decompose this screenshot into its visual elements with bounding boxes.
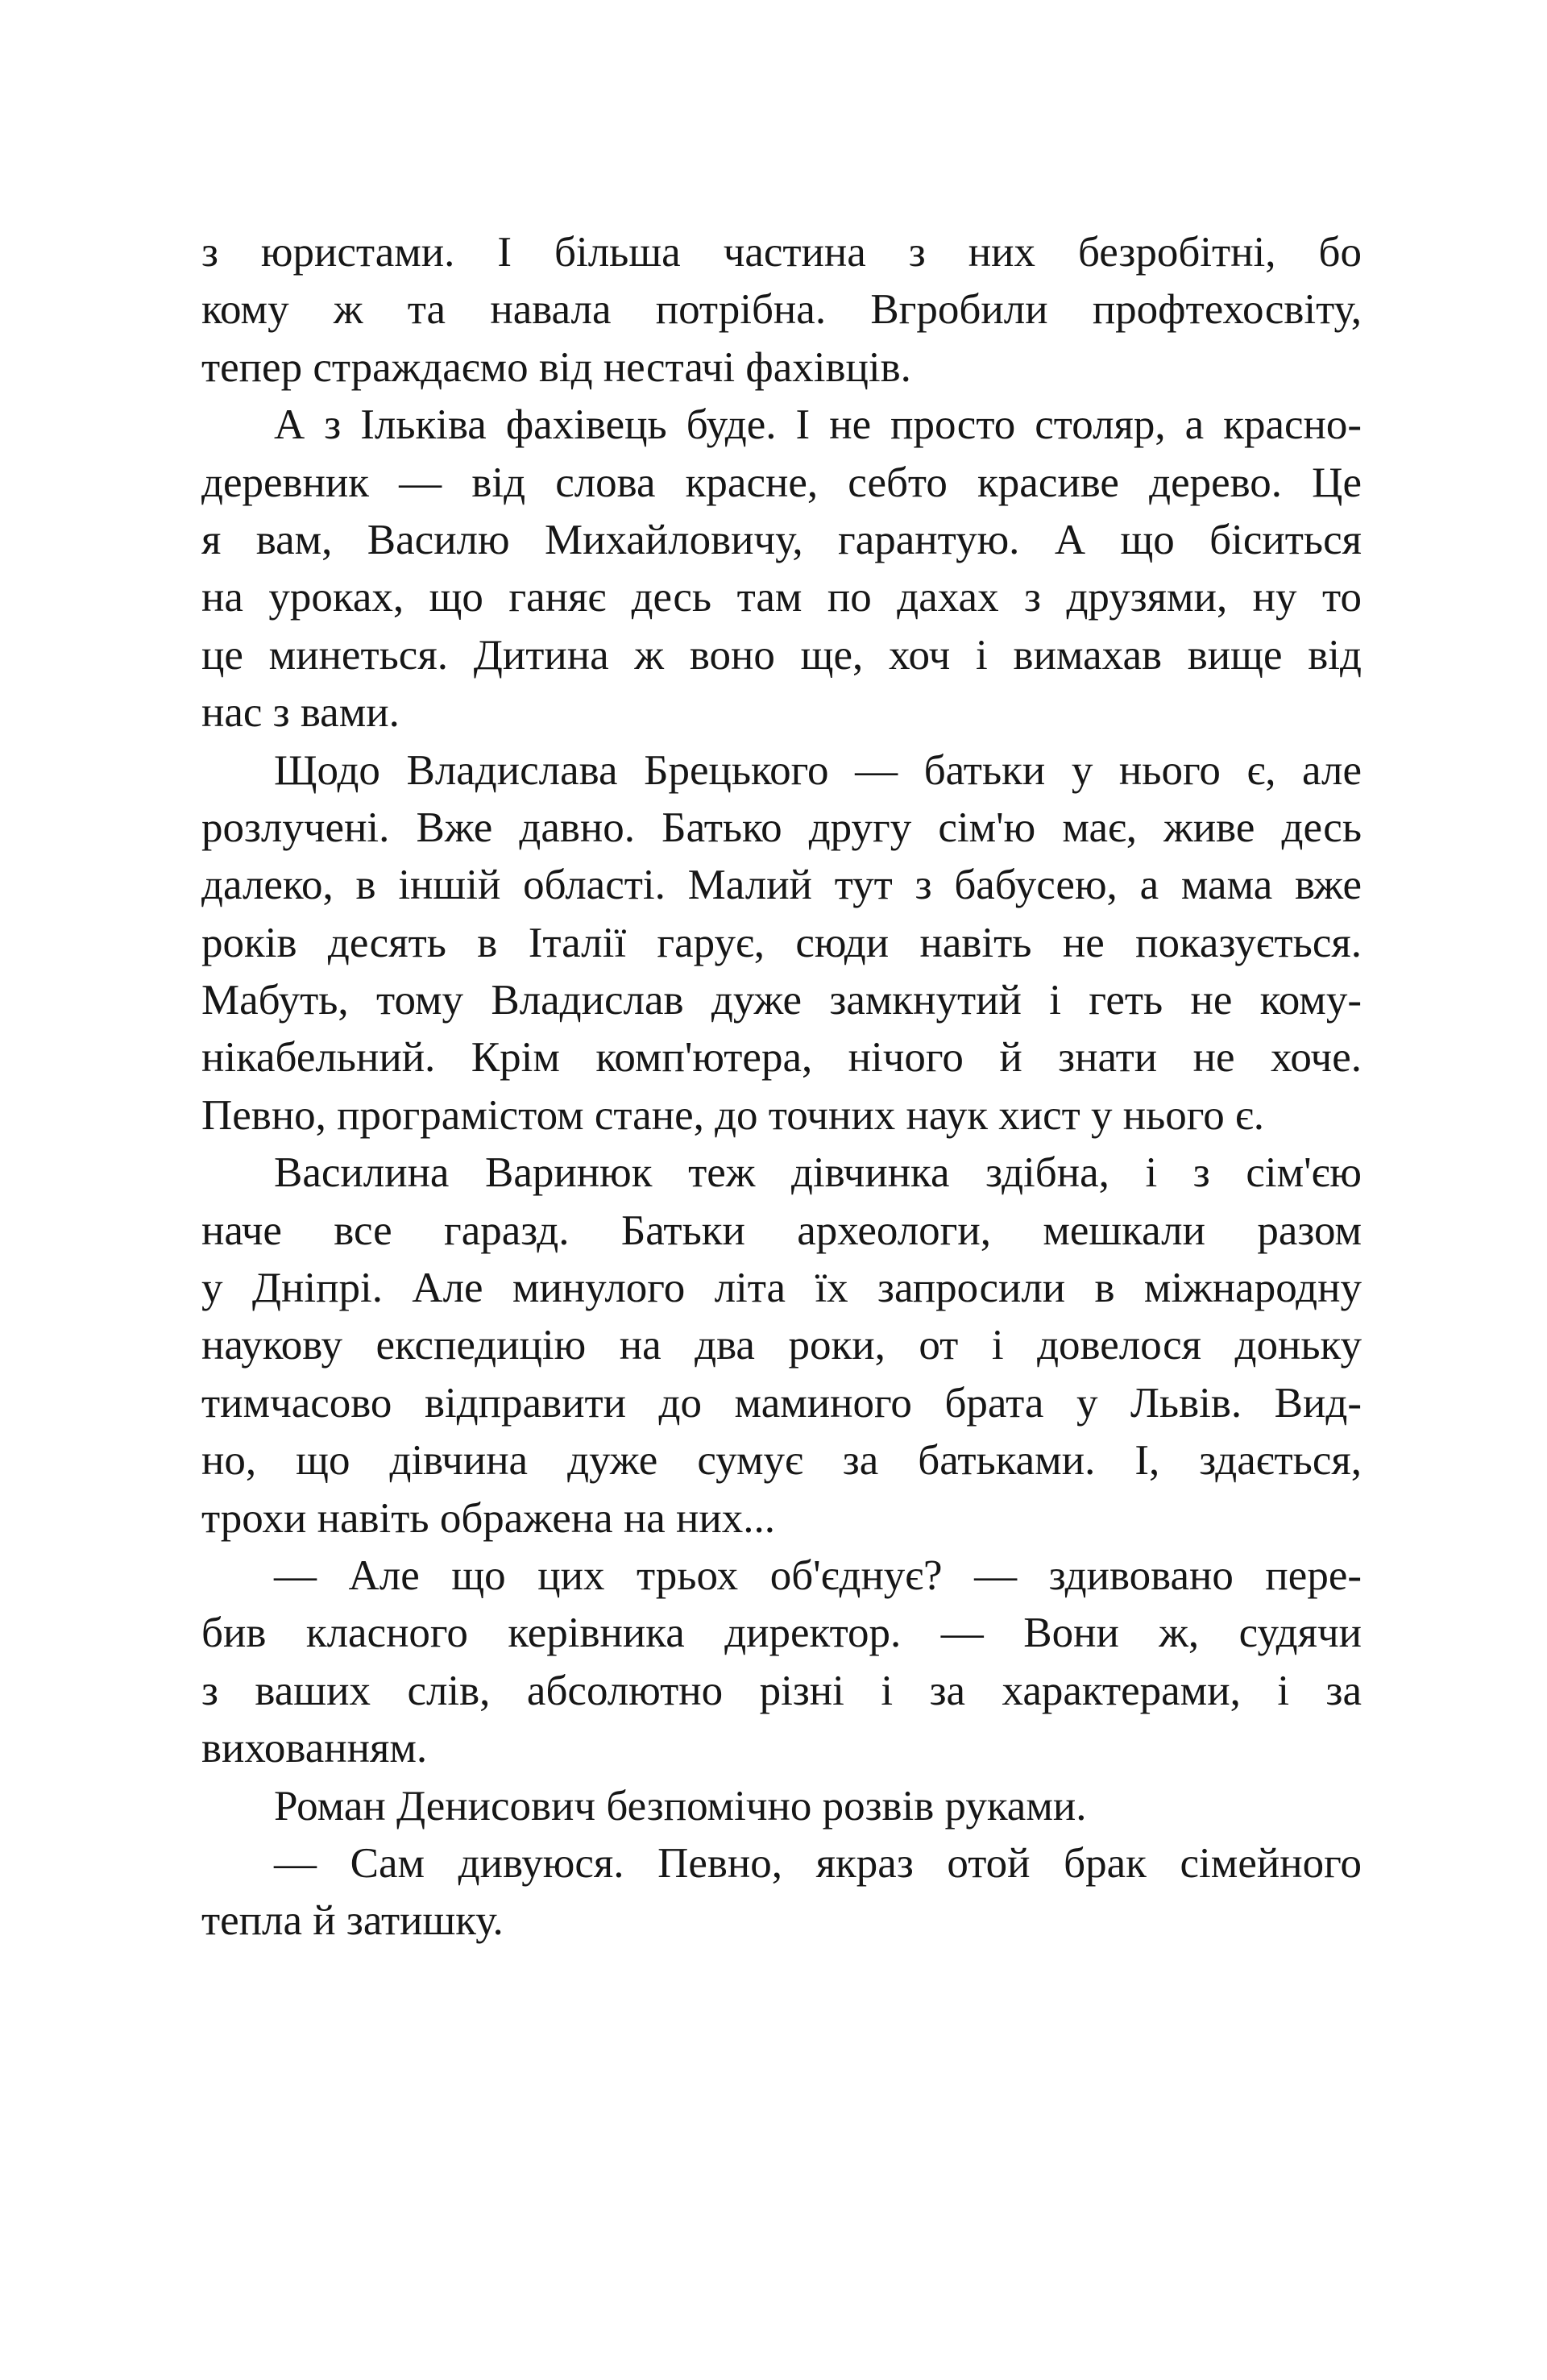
text-line: Щодо Владислава Брецького — батьки у нього є, але (274, 746, 1362, 794)
body-text (201, 224, 1362, 1950)
text-line: наукову експедицію на два роки, от і довелося доньку (201, 1322, 1362, 1369)
text-line: Василина Варинюк теж дівчинка здібна, і з сім'єю (274, 1149, 1362, 1197)
text-line: — Але що цих трьох об'єднує? — здивовано пере- (274, 1551, 1362, 1599)
text-line: тепла й затишку. (201, 1897, 504, 1945)
text-line: тимчасово відправити до маминого брата у Львів. Вид- (201, 1379, 1362, 1427)
text-line: бив класного керівника директор. — Вони ж, судячи (201, 1610, 1362, 1657)
text-line: я вам, Василю Михайловичу, гарантую. А що біситься (201, 516, 1362, 563)
text-line: но, що дівчина дуже сумує за батьками. І, здається, (201, 1437, 1362, 1485)
text-line: деревник — від слова красне, себто красиве дерево. Це (201, 459, 1362, 506)
text-line: з юристами. І більша частина з них безробітні, бо (201, 229, 1362, 276)
text-line: на уроках, що ганяє десь там по дахах з друзями, ну то (201, 574, 1362, 621)
text-line: Певно, програмістом стане, до точних наук хист у нього є. (201, 1091, 1264, 1139)
text-line: з ваших слів, абсолютно різні і за характерами, і за (201, 1667, 1362, 1714)
text-line: Мабуть, тому Владислав дуже замкнутий і геть не кому- (201, 977, 1362, 1024)
text-line: нас з вами. (201, 689, 400, 737)
text-line: — Сам дивуюся. Певно, якраз отой брак сімейного (274, 1839, 1362, 1887)
text-line: розлучені. Вже давно. Батько другу сім'ю має, живе десь (201, 804, 1362, 851)
text-line: А з Ільківа фахівець буде. І не просто столяр, а красно- (274, 401, 1362, 449)
text-line: це минеться. Дитина ж воно ще, хоч і вимахав вище від (201, 631, 1362, 679)
text-line: Роман Денисович безпомічно розвів руками. (274, 1782, 1087, 1830)
text-line: далеко, в іншій області. Малий тут з бабусею, а мама вже (201, 862, 1362, 909)
text-line: років десять в Італії гарує, сюди навіть не показується. (201, 919, 1362, 966)
text-line: нікабельний. Крім комп'ютера, нічого й знати не хоче. (201, 1034, 1362, 1082)
text-line: тепер страждаємо від нестачі фахівців. (201, 343, 911, 391)
text-line: кому ж та навала потрібна. Вгробили профтехосвіту, (201, 286, 1362, 334)
text-line: наче все гаразд. Батьки археологи, мешкали разом (201, 1207, 1362, 1254)
text-line: вихованням. (201, 1725, 428, 1772)
text-line: трохи навіть ображена на них... (201, 1494, 776, 1542)
text-line: у Дніпрі. Але минулого літа їх запросили в міжнародну (201, 1265, 1362, 1312)
